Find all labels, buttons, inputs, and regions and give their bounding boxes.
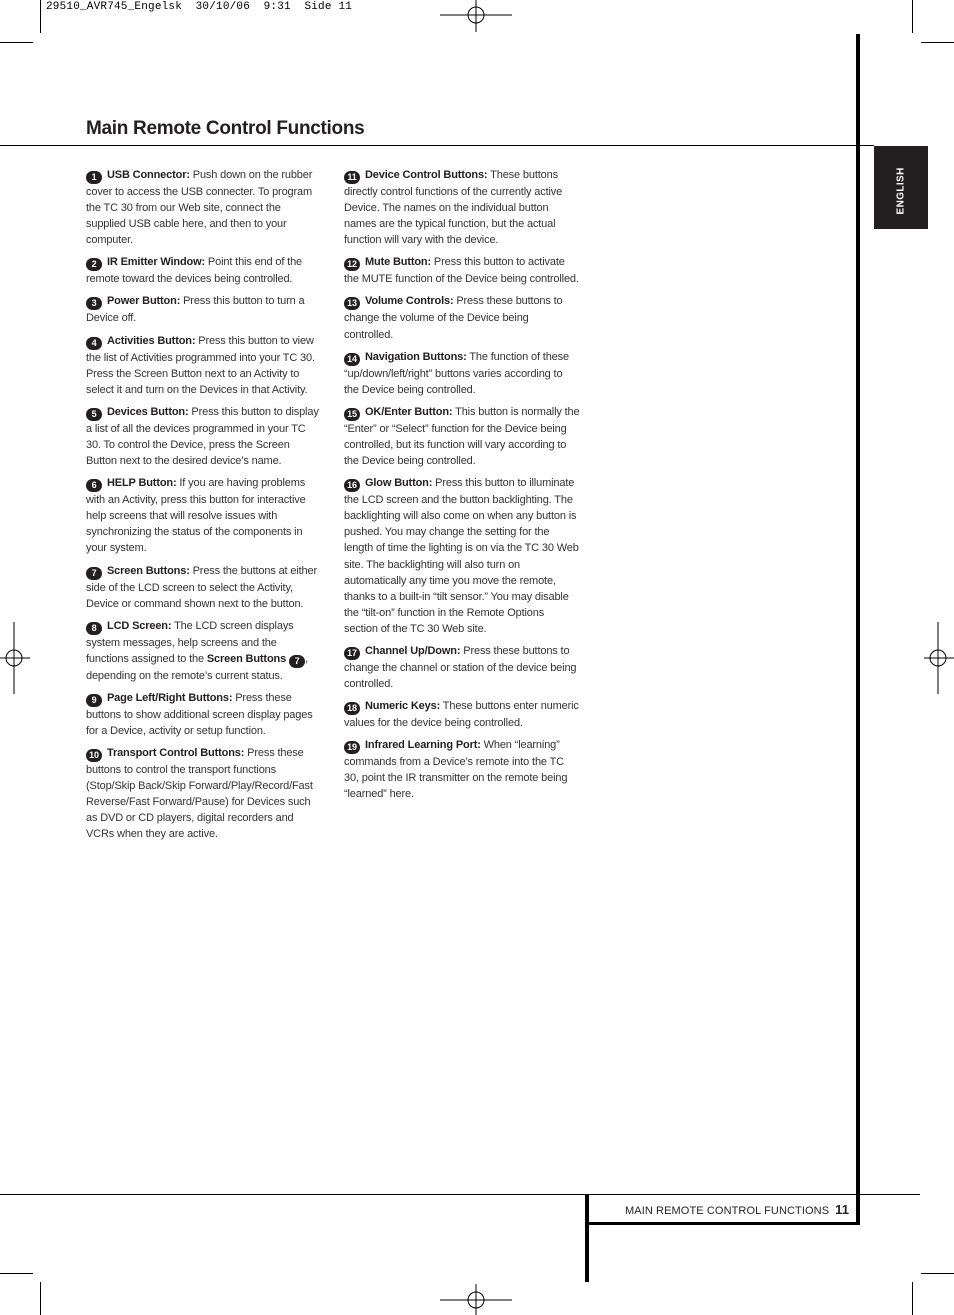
item-text: These buttons enter numeric values for the device being controlled. <box>344 700 579 730</box>
item-label: Transport Control Buttons: <box>107 747 245 760</box>
registration-mark-bottom <box>440 1284 512 1315</box>
item-text: The LCD screen displays system messages, help screens and the functions assigned to the <box>86 619 294 665</box>
item-text-continued: , depending on the remote’s current status. <box>86 652 308 682</box>
item-text: Press this button to turn a Device off. <box>86 295 305 325</box>
printer-slug: 29510_AVR745_Engelsk 30/10/06 9:31 Side 11 <box>46 1 353 13</box>
item-label: Screen Buttons: <box>107 564 190 577</box>
language-tab <box>874 146 928 229</box>
list-item <box>344 254 580 287</box>
item-label: LCD Screen: <box>107 619 172 632</box>
list-item <box>86 293 322 326</box>
item-reference-label: Screen Buttons <box>206 652 287 665</box>
item-label: USB Connector: <box>107 169 190 181</box>
list-item <box>86 475 322 556</box>
item-number-badge: 1 <box>86 171 102 184</box>
list-item <box>344 349 580 398</box>
list-item <box>86 690 322 739</box>
item-number-badge: 16 <box>344 479 360 492</box>
footer-underline <box>589 1222 860 1225</box>
item-number-badge: 6 <box>86 479 102 492</box>
item-text: When “learning” commands from a Device’s remote into the TC 30, point the IR transmitter on the remote being “learned” here. <box>344 739 568 801</box>
item-reference-badge: 7 <box>289 655 305 668</box>
crop-mark <box>40 0 41 33</box>
right-column <box>344 167 580 809</box>
right-margin-bar <box>856 34 860 1225</box>
crop-mark <box>912 0 913 33</box>
item-label: OK/Enter Button: <box>365 405 453 418</box>
item-number-badge: 18 <box>344 702 360 715</box>
item-text: These buttons directly control functions of the currently active Device. The names on the individual button names are the typical function, but the actual function will vary with the device. <box>344 169 563 247</box>
crop-mark <box>40 1282 41 1315</box>
list-item <box>86 618 322 684</box>
item-text: Press the buttons at either side of the LCD screen to select the Activity, Device or command shown next to the button. <box>86 564 317 610</box>
item-text: Press these buttons to control the transport functions (Stop/Skip Back/Skip Forward/Play/Record/Fast Reverse/Fast Forward/Pause) for Devices such as DVD or CD players, digital recorders and VCRs when they are active. <box>86 747 313 841</box>
registration-mark-right <box>924 622 954 694</box>
list-item <box>344 475 580 637</box>
crop-mark <box>921 1273 954 1274</box>
left-column <box>86 167 322 849</box>
item-label: Devices Button: <box>107 405 189 418</box>
item-label: HELP Button: <box>107 477 177 490</box>
item-label: Page Left/Right Buttons: <box>107 691 233 704</box>
registration-mark-left <box>0 622 30 694</box>
item-text: Press these buttons to change the volume of the Device being controlled. <box>344 295 563 341</box>
list-item <box>344 737 580 802</box>
list-item <box>344 643 580 692</box>
language-tab-label: ENGLISH <box>895 167 907 215</box>
item-text: If you are having problems with an Activity, press this button for interactive help screens that will resolve issues with synchronizing the status of the components in your system. <box>86 477 306 555</box>
footer-left-bar <box>585 1195 589 1282</box>
item-label: Power Button: <box>107 295 181 308</box>
crop-mark <box>0 42 33 43</box>
item-number-badge: 11 <box>344 171 360 184</box>
crop-mark <box>912 1282 913 1315</box>
item-label: Infrared Learning Port: <box>365 739 481 752</box>
page-title: Main Remote Control Functions <box>86 118 365 139</box>
item-label: Mute Button: <box>365 256 432 269</box>
item-number-badge: 2 <box>86 258 102 271</box>
list-item <box>86 745 322 842</box>
item-text: The function of these “up/down/left/right” buttons varies according to the Device being controlled. <box>344 350 569 396</box>
item-label: Numeric Keys: <box>365 700 441 713</box>
item-text: Press this button to display a list of all the devices programmed in your TC 30. To control the Device, press the Screen Button next to the desired device’s name. <box>86 405 319 468</box>
item-number-badge: 8 <box>86 622 102 635</box>
item-label: Channel Up/Down: <box>365 644 461 657</box>
list-item <box>344 698 580 731</box>
list-item <box>86 333 322 398</box>
item-text: Push down on the rubber cover to access the USB connecter. To program the TC 30 from our Web site, connect the supplied USB cable here, and then to your computer. <box>86 169 313 247</box>
item-number-badge: 14 <box>344 353 360 366</box>
running-footer <box>625 1202 849 1217</box>
footer-rule <box>0 1194 920 1195</box>
item-label: Activities Button: <box>107 334 196 347</box>
item-text: This button is normally the “Enter” or “Select” function for the Device being controlled, but its function will vary according to the Device being controlled. <box>344 405 580 468</box>
item-label: Device Control Buttons: <box>365 169 488 181</box>
crop-mark <box>921 42 954 43</box>
item-number-badge: 13 <box>344 297 360 310</box>
list-item <box>344 293 580 342</box>
item-number-badge: 17 <box>344 647 360 660</box>
footer-section: MAIN REMOTE CONTROL FUNCTIONS <box>625 1205 830 1217</box>
item-number-badge: 19 <box>344 741 360 754</box>
item-label: Navigation Buttons: <box>365 350 467 363</box>
title-rule <box>0 145 874 146</box>
item-text: Press these buttons to show additional screen display pages for a Device, activity or setup function. <box>86 691 313 737</box>
item-label: Volume Controls: <box>365 295 454 308</box>
page-number: 11 <box>835 1202 850 1217</box>
list-item <box>344 404 580 469</box>
item-number-badge: 15 <box>344 408 360 421</box>
item-text: Press this button to view the list of Activities programmed into your TC 30. Press the Screen Button next to an Activity to select it and turn on the Devices in that Activity. <box>86 334 315 396</box>
item-number-badge: 10 <box>86 749 102 762</box>
registration-mark-top <box>440 0 512 32</box>
item-label: Glow Button: <box>365 477 433 490</box>
item-label: IR Emitter Window: <box>107 256 206 269</box>
item-number-badge: 5 <box>86 408 102 421</box>
list-item <box>86 167 322 248</box>
item-number-badge: 3 <box>86 297 102 310</box>
item-text: Press this button to activate the MUTE function of the Device being controlled. <box>344 256 579 286</box>
item-number-badge: 7 <box>86 567 102 580</box>
item-text: Point this end of the remote toward the devices being controlled. <box>86 256 303 286</box>
list-item <box>344 167 580 248</box>
item-text: Press this button to illuminate the LCD screen and the button backlighting. The backlighting will also come on when any button is pushed. You may change the setting for the length of time the lighting is on via the TC 30 Web site. The backlighting will also turn on automatically any time you move the remote, thanks to a built-in “tilt sensor.” You may disable the “tilt-on” function in the Remote Options section of the TC 30 Web site. <box>344 477 579 635</box>
item-number-badge: 9 <box>86 694 102 707</box>
item-text: Press these buttons to change the channel or station of the device being controlled. <box>344 644 577 691</box>
crop-mark <box>0 1273 33 1274</box>
list-item <box>86 404 322 469</box>
list-item <box>86 563 322 612</box>
item-number-badge: 4 <box>86 337 102 350</box>
list-item <box>86 254 322 287</box>
item-number-badge: 12 <box>344 258 360 271</box>
